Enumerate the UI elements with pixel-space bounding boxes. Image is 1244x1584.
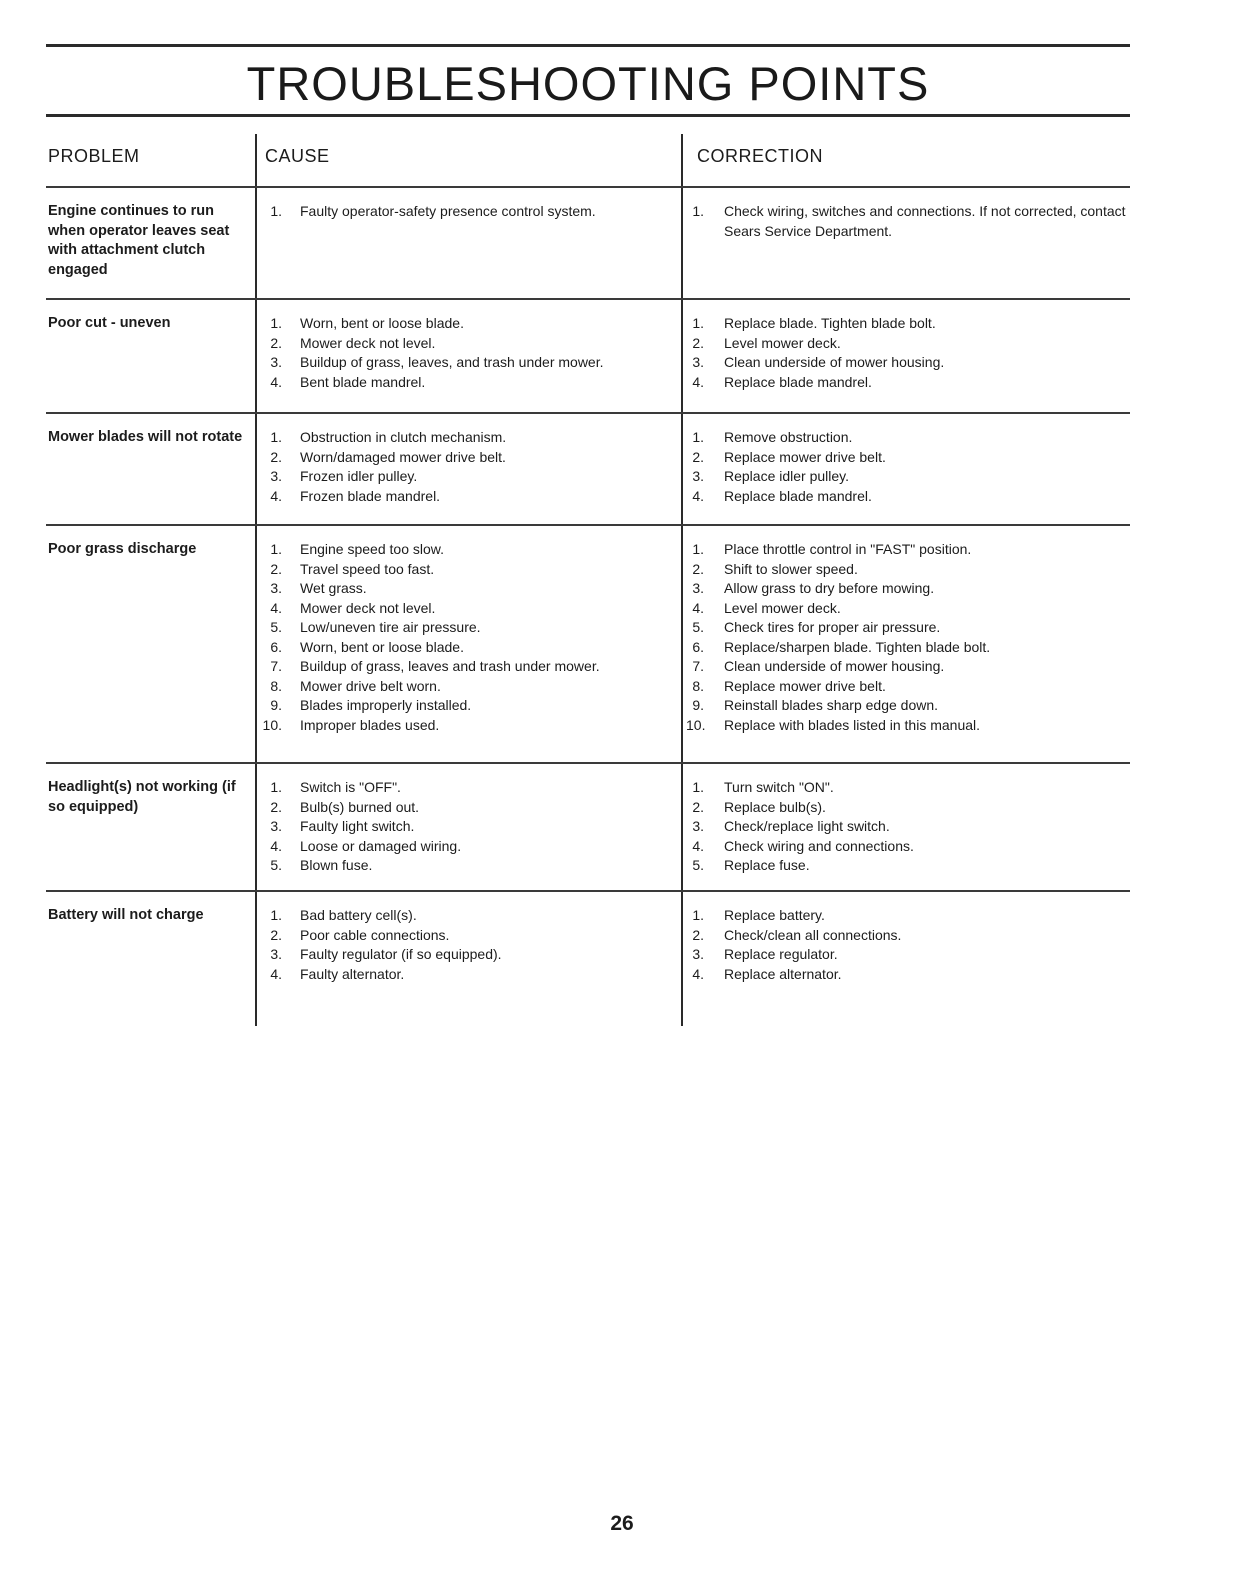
- list-item: [262, 926, 674, 946]
- cause-number: 1.: [270, 429, 282, 445]
- correction-text: Clean underside of mower housing.: [724, 658, 945, 674]
- column-divider-cause-correction: [681, 134, 683, 1026]
- correction-number: 2.: [692, 926, 704, 943]
- cause-text: Travel speed too fast.: [300, 560, 435, 577]
- top-rule: [46, 44, 1130, 47]
- cause-text: Frozen blade mandrel.: [300, 487, 441, 504]
- list-item: [686, 579, 1126, 599]
- list-item: [262, 906, 674, 926]
- cause-number: 3.: [270, 818, 282, 834]
- correction-list: [686, 540, 1126, 735]
- correction-number: 2.: [692, 334, 704, 351]
- correction-text: Replace regulator.: [724, 946, 838, 962]
- correction-text: Level mower deck.: [724, 599, 841, 616]
- list-item: [262, 817, 674, 837]
- list-item: [686, 373, 1126, 393]
- list-item: [262, 353, 674, 373]
- list-item: [262, 467, 674, 487]
- correction-number: 4.: [692, 599, 704, 616]
- list-item: [262, 716, 674, 736]
- cause-list: [262, 540, 674, 735]
- cause-text: Bad battery cell(s).: [300, 907, 417, 923]
- list-item: [262, 837, 674, 857]
- correction-text: Replace alternator.: [724, 965, 842, 982]
- list-item: [686, 448, 1126, 468]
- cause-text: Worn, bent or loose blade.: [300, 315, 464, 331]
- list-item: [262, 965, 674, 985]
- list-item: [686, 798, 1126, 818]
- list-item: [262, 202, 674, 222]
- correction-number: 4.: [692, 487, 704, 504]
- cause-number: 5.: [270, 619, 282, 635]
- cause-number: 1.: [270, 779, 282, 795]
- correction-text: Clean underside of mower housing.: [724, 354, 945, 370]
- list-item: [262, 448, 674, 468]
- list-item: [686, 837, 1126, 857]
- problem-text: Engine continues to run when operator leaves seat with attachment clutch engaged: [48, 203, 230, 278]
- correction-text: Check/replace light switch.: [724, 818, 890, 834]
- correction-text: Replace battery.: [724, 907, 825, 923]
- header-correction: CORRECTION: [697, 146, 823, 166]
- problem-text: Poor grass discharge: [48, 541, 197, 557]
- cause-list: [262, 202, 674, 222]
- correction-number: 3.: [692, 354, 704, 370]
- page-number: 26: [610, 1512, 634, 1535]
- correction-text: Reinstall blades sharp edge down.: [724, 697, 939, 713]
- correction-text: Replace fuse.: [724, 857, 810, 873]
- correction-number: 10.: [686, 716, 706, 733]
- correction-text: Check tires for proper air pressure.: [724, 619, 941, 635]
- cause-number: 2.: [270, 448, 282, 465]
- cause-text: Switch is "OFF".: [300, 779, 401, 795]
- section-rule: [46, 762, 1130, 764]
- cause-text: Obstruction in clutch mechanism.: [300, 429, 507, 445]
- correction-number: 1.: [692, 779, 704, 795]
- list-item: [262, 373, 674, 393]
- list-item: [686, 926, 1126, 946]
- list-item: [686, 428, 1126, 448]
- correction-text: Replace bulb(s).: [724, 798, 826, 815]
- correction-text: Replace blade mandrel.: [724, 373, 872, 390]
- correction-number: 2.: [692, 560, 704, 577]
- list-item: [686, 487, 1126, 507]
- correction-text: Replace/sharpen blade. Tighten blade bolt.: [724, 638, 991, 655]
- list-item: [262, 638, 674, 658]
- cause-text: Mower deck not level.: [300, 599, 436, 616]
- correction-number: 5.: [692, 857, 704, 873]
- correction-text: Replace blade mandrel.: [724, 487, 872, 504]
- cause-number: 1.: [270, 203, 282, 219]
- section-rule: [46, 890, 1130, 892]
- list-item: [262, 579, 674, 599]
- cause-text: Blades improperly installed.: [300, 697, 472, 713]
- cause-text: Low/uneven tire air pressure.: [300, 619, 481, 635]
- list-item: [686, 334, 1126, 354]
- correction-number: 4.: [692, 837, 704, 854]
- correction-number: 2.: [692, 798, 704, 815]
- cause-list: [262, 906, 674, 984]
- cause-text: Wet grass.: [300, 580, 367, 596]
- cause-text: Faulty alternator.: [300, 965, 405, 982]
- cause-text: Engine speed too slow.: [300, 541, 444, 557]
- cause-number: 6.: [270, 638, 282, 655]
- correction-list: [686, 202, 1126, 241]
- list-item: [686, 560, 1126, 580]
- list-item: [686, 314, 1126, 334]
- cause-text: Loose or damaged wiring.: [300, 837, 462, 854]
- list-item: [686, 677, 1126, 697]
- list-item: [686, 353, 1126, 373]
- correction-number: 1.: [692, 541, 704, 557]
- list-item: [262, 428, 674, 448]
- cause-text: Improper blades used.: [300, 716, 440, 733]
- problem-text: Battery will not charge: [48, 907, 204, 923]
- cause-text: Worn, bent or loose blade.: [300, 638, 464, 655]
- list-item: [262, 560, 674, 580]
- list-item: [686, 638, 1126, 658]
- correction-number: 4.: [692, 373, 704, 390]
- correction-number: 9.: [692, 697, 704, 713]
- correction-text: Replace idler pulley.: [724, 468, 850, 484]
- correction-number: 6.: [692, 638, 704, 655]
- correction-list: [686, 428, 1126, 506]
- correction-text: Replace blade. Tighten blade bolt.: [724, 315, 936, 331]
- correction-text: Check/clean all connections.: [724, 926, 902, 943]
- list-item: [686, 778, 1126, 798]
- correction-text: Place throttle control in "FAST" position.: [724, 541, 972, 557]
- cause-text: Bulb(s) burned out.: [300, 798, 420, 815]
- correction-number: 1.: [692, 907, 704, 923]
- cause-number: 9.: [270, 697, 282, 713]
- correction-number: 3.: [692, 946, 704, 962]
- cause-number: 1.: [270, 315, 282, 331]
- list-item: [262, 334, 674, 354]
- title-rule: [46, 114, 1130, 117]
- correction-number: 5.: [692, 619, 704, 635]
- cause-number: 4.: [270, 837, 282, 854]
- list-item: [686, 906, 1126, 926]
- problem-text: Headlight(s) not working (if so equipped): [48, 779, 236, 815]
- list-item: [686, 540, 1126, 560]
- list-item: [262, 677, 674, 697]
- cause-text: Poor cable connections.: [300, 926, 450, 943]
- list-item: [686, 856, 1126, 876]
- section-rule: [46, 412, 1130, 414]
- list-item: [686, 599, 1126, 619]
- list-item: [686, 618, 1126, 638]
- cause-text: Buildup of grass, leaves and trash under mower.: [300, 658, 600, 674]
- correction-number: 1.: [692, 429, 704, 445]
- cause-list: [262, 314, 674, 392]
- list-item: [262, 599, 674, 619]
- cause-number: 2.: [270, 560, 282, 577]
- correction-number: 3.: [692, 468, 704, 484]
- correction-list: [686, 314, 1126, 392]
- correction-list: [686, 778, 1126, 876]
- list-item: [262, 487, 674, 507]
- cause-number: 4.: [270, 373, 282, 390]
- correction-number: 1.: [692, 315, 704, 331]
- list-item: [262, 856, 674, 876]
- header-problem: PROBLEM: [48, 146, 140, 166]
- cause-number: 4.: [270, 487, 282, 504]
- cause-list: [262, 778, 674, 876]
- cause-text: Mower deck not level.: [300, 334, 436, 351]
- list-item: [686, 696, 1126, 716]
- cause-number: 5.: [270, 857, 282, 873]
- cause-text: Faulty operator-safety presence control system.: [300, 203, 596, 219]
- correction-number: 1.: [692, 203, 704, 219]
- page-title: TROUBLESHOOTING POINTS: [246, 57, 930, 110]
- correction-text: Check wiring, switches and connections. If not corrected, contact Sears Service Department.: [724, 203, 1126, 239]
- section-rule: [46, 186, 1130, 188]
- correction-text: Replace mower drive belt.: [724, 677, 886, 694]
- cause-number: 4.: [270, 965, 282, 982]
- cause-text: Faulty regulator (if so equipped).: [300, 946, 502, 962]
- list-item: [686, 716, 1126, 736]
- cause-text: Worn/damaged mower drive belt.: [300, 448, 506, 465]
- correction-number: 8.: [692, 677, 704, 694]
- cause-list: [262, 428, 674, 506]
- cause-number: 3.: [270, 580, 282, 596]
- cause-text: Bent blade mandrel.: [300, 373, 426, 390]
- cause-number: 10.: [262, 716, 282, 733]
- cause-number: 4.: [270, 599, 282, 616]
- correction-number: 3.: [692, 580, 704, 596]
- list-item: [262, 314, 674, 334]
- cause-number: 2.: [270, 334, 282, 351]
- correction-text: Remove obstruction.: [724, 429, 853, 445]
- list-item: [686, 817, 1126, 837]
- list-item: [262, 540, 674, 560]
- correction-text: Turn switch "ON".: [724, 779, 834, 795]
- cause-number: 2.: [270, 926, 282, 943]
- cause-number: 1.: [270, 541, 282, 557]
- cause-text: Buildup of grass, leaves, and trash under mower.: [300, 354, 604, 370]
- cause-text: Faulty light switch.: [300, 818, 415, 834]
- list-item: [262, 657, 674, 677]
- correction-text: Allow grass to dry before mowing.: [724, 580, 935, 596]
- cause-number: 1.: [270, 907, 282, 923]
- correction-text: Check wiring and connections.: [724, 837, 914, 854]
- correction-number: 2.: [692, 448, 704, 465]
- correction-text: Shift to slower speed.: [724, 560, 858, 577]
- list-item: [262, 618, 674, 638]
- column-divider-problem-cause: [255, 134, 257, 1026]
- problem-text: Mower blades will not rotate: [48, 429, 243, 445]
- cause-number: 3.: [270, 468, 282, 484]
- correction-text: Replace with blades listed in this manual.: [724, 716, 981, 733]
- correction-number: 7.: [692, 658, 704, 674]
- cause-text: Frozen idler pulley.: [300, 468, 418, 484]
- correction-text: Replace mower drive belt.: [724, 448, 886, 465]
- section-rule: [46, 524, 1130, 526]
- correction-number: 4.: [692, 965, 704, 982]
- cause-text: Mower drive belt worn.: [300, 677, 441, 694]
- problem-text: Poor cut - uneven: [48, 315, 171, 331]
- cause-number: 7.: [270, 658, 282, 674]
- list-item: [262, 798, 674, 818]
- correction-text: Level mower deck.: [724, 334, 841, 351]
- list-item: [262, 696, 674, 716]
- correction-number: 3.: [692, 818, 704, 834]
- list-item: [262, 778, 674, 798]
- correction-list: [686, 906, 1126, 984]
- header-cause: CAUSE: [265, 146, 330, 166]
- list-item: [686, 467, 1126, 487]
- cause-number: 3.: [270, 354, 282, 370]
- cause-number: 3.: [270, 946, 282, 962]
- section-rule: [46, 298, 1130, 300]
- list-item: [686, 657, 1126, 677]
- list-item: [686, 945, 1126, 965]
- cause-number: 2.: [270, 798, 282, 815]
- list-item: [686, 202, 1126, 241]
- cause-text: Blown fuse.: [300, 857, 373, 873]
- list-item: [686, 965, 1126, 985]
- list-item: [262, 945, 674, 965]
- cause-number: 8.: [270, 677, 282, 694]
